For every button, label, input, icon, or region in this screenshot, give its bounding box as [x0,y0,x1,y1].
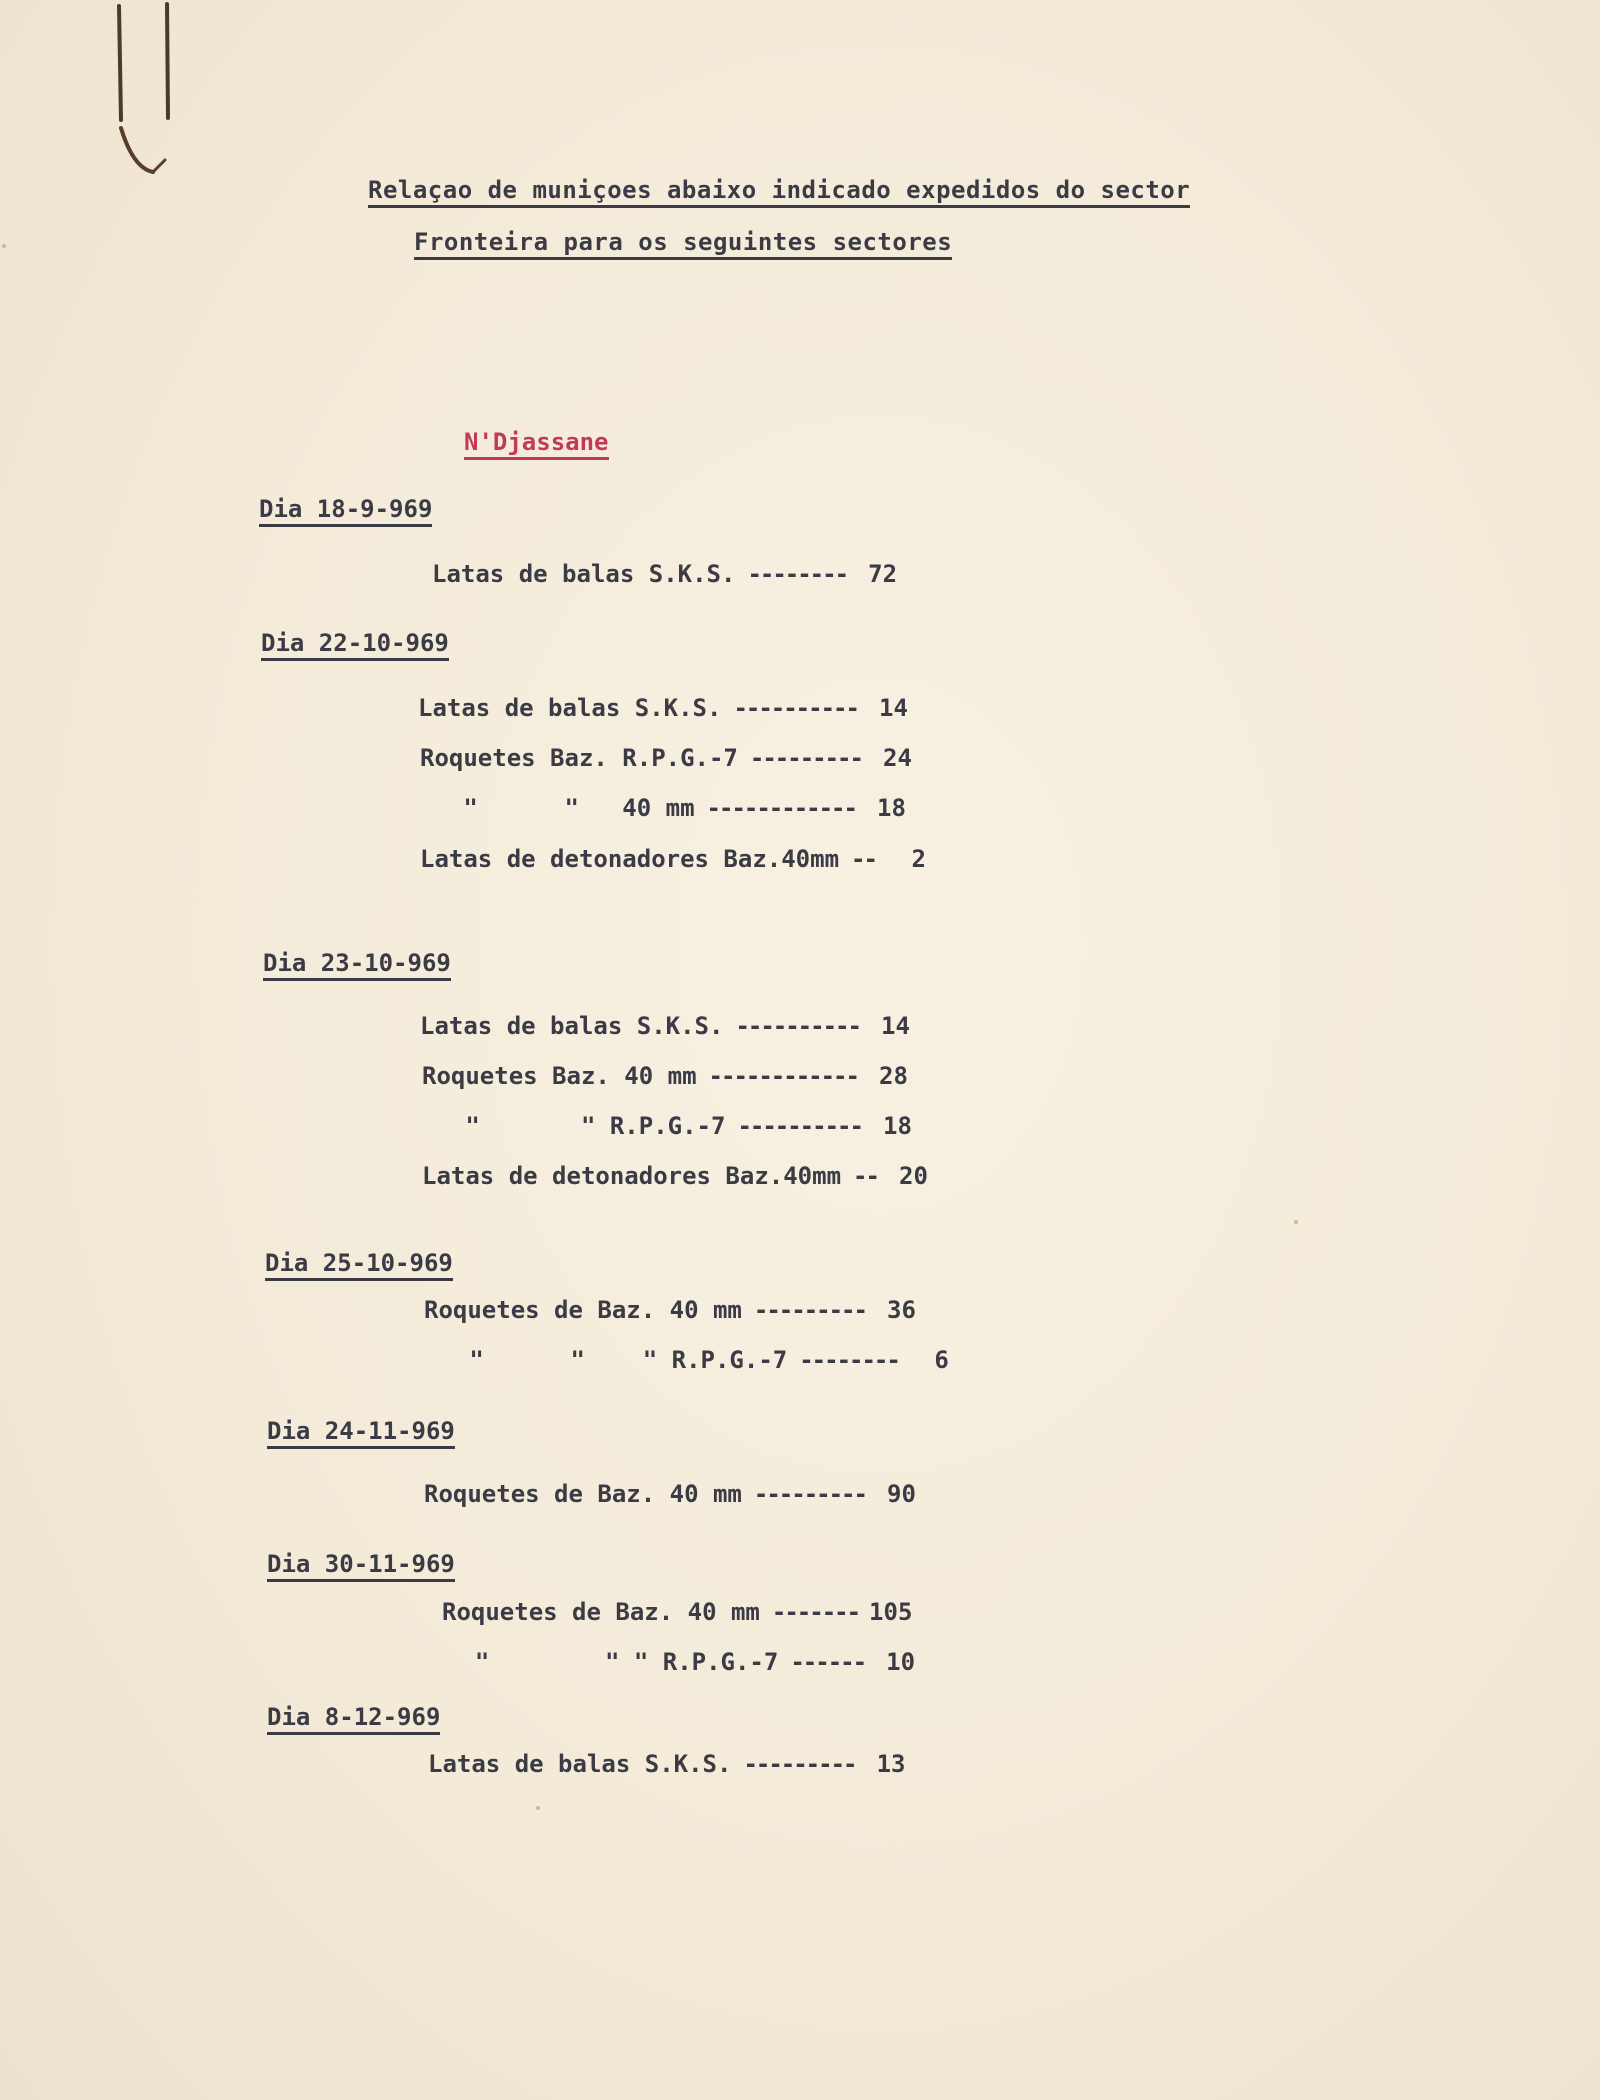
entry-leader: --------- [753,1480,866,1508]
ledger-entry [422,1162,928,1190]
ledger-entry [420,794,906,822]
entry-quantity: 28 [879,1062,908,1090]
binding-string-mark [105,0,185,180]
ledger-entry [422,1112,912,1140]
sector-title: N'Djassane [464,428,609,460]
date-heading: Dia 24-11-969 [267,1417,455,1449]
ledger-entry [420,744,912,772]
paper-speck [536,1806,540,1810]
entry-description: Latas de detonadores Baz.40mm [422,1162,842,1190]
entry-leader: -------- [799,1346,899,1374]
entry-quantity: 36 [887,1296,916,1324]
document-heading-line-2: Fronteira para os seguintes sectores [414,228,952,260]
entry-description: Latas de balas S.K.S. [420,1012,724,1040]
entry-quantity: 20 [899,1162,928,1190]
date-heading: Dia 23-10-969 [263,949,451,981]
entry-quantity: 18 [877,794,906,822]
entry-description: Latas de balas S.K.S. [432,560,736,588]
entry-quantity: 90 [887,1480,916,1508]
ledger-entry [420,1012,910,1040]
document-heading-line-1: Relaçao de muniçoes abaixo indicado expedidos do sector [368,176,1190,208]
entry-description: Roquetes Baz. 40 mm [422,1062,697,1090]
entry-leader: --------- [749,744,862,772]
ledger-entry [428,1750,905,1778]
date-heading: Dia 18-9-969 [259,495,432,527]
ledger-entry [424,1296,916,1324]
paper-speck [2,244,6,248]
ledger-entry [426,1346,949,1374]
entry-description: Roquetes de Baz. 40 mm [424,1296,742,1324]
paper-speck [1294,1220,1298,1224]
entry-quantity: 24 [883,744,912,772]
entry-description: Roquetes Baz. R.P.G.-7 [420,744,738,772]
entry-description: Latas de balas S.K.S. [418,694,722,722]
entry-leader: -- [853,1162,878,1190]
entry-description: " " R.P.G.-7 [422,1112,726,1140]
entry-leader: ---------- [737,1112,862,1140]
date-heading: Dia 22-10-969 [261,629,449,661]
entry-leader: ------- [771,1598,860,1626]
ledger-entry [422,1062,908,1090]
entry-quantity: 13 [876,1750,906,1778]
entry-description: Latas de detonadores Baz.40mm [420,845,840,873]
ledger-entry [442,1598,912,1626]
entry-quantity: 105 [869,1598,913,1626]
ledger-entry [424,1480,916,1508]
entry-description: Roquetes de Baz. 40 mm [424,1480,742,1508]
entry-leader: --------- [743,1750,856,1778]
entry-description: " " 40 mm [420,794,695,822]
entry-description: Latas de balas S.K.S. [428,1750,732,1778]
entry-description: " " " R.P.G.-7 [426,1346,788,1374]
ledger-entry [420,845,926,873]
entry-quantity: 18 [883,1112,912,1140]
entry-leader: ---------- [733,694,858,722]
entry-leader: ------------ [708,1062,858,1090]
ledger-entry [432,560,897,588]
entry-quantity: 72 [868,560,898,588]
ledger-entry [446,1648,915,1676]
entry-quantity: 14 [879,694,908,722]
entry-leader: ---------- [735,1012,860,1040]
date-heading: Dia 25-10-969 [265,1249,453,1281]
entry-quantity: 10 [886,1648,916,1676]
entry-leader: ------------ [706,794,856,822]
entry-description: Roquetes de Baz. 40 mm [442,1598,760,1626]
entry-leader: --------- [753,1296,866,1324]
date-heading: Dia 30-11-969 [267,1550,455,1582]
entry-leader: ------ [790,1648,866,1676]
ledger-entry [418,694,908,722]
entry-leader: -- [851,845,876,873]
entry-quantity: 6 [934,1346,949,1374]
date-heading: Dia 8-12-969 [267,1703,440,1735]
entry-leader: -------- [747,560,848,588]
entry-description: " " " R.P.G.-7 [446,1648,779,1676]
entry-quantity: 14 [881,1012,910,1040]
entry-quantity: 2 [911,845,926,873]
